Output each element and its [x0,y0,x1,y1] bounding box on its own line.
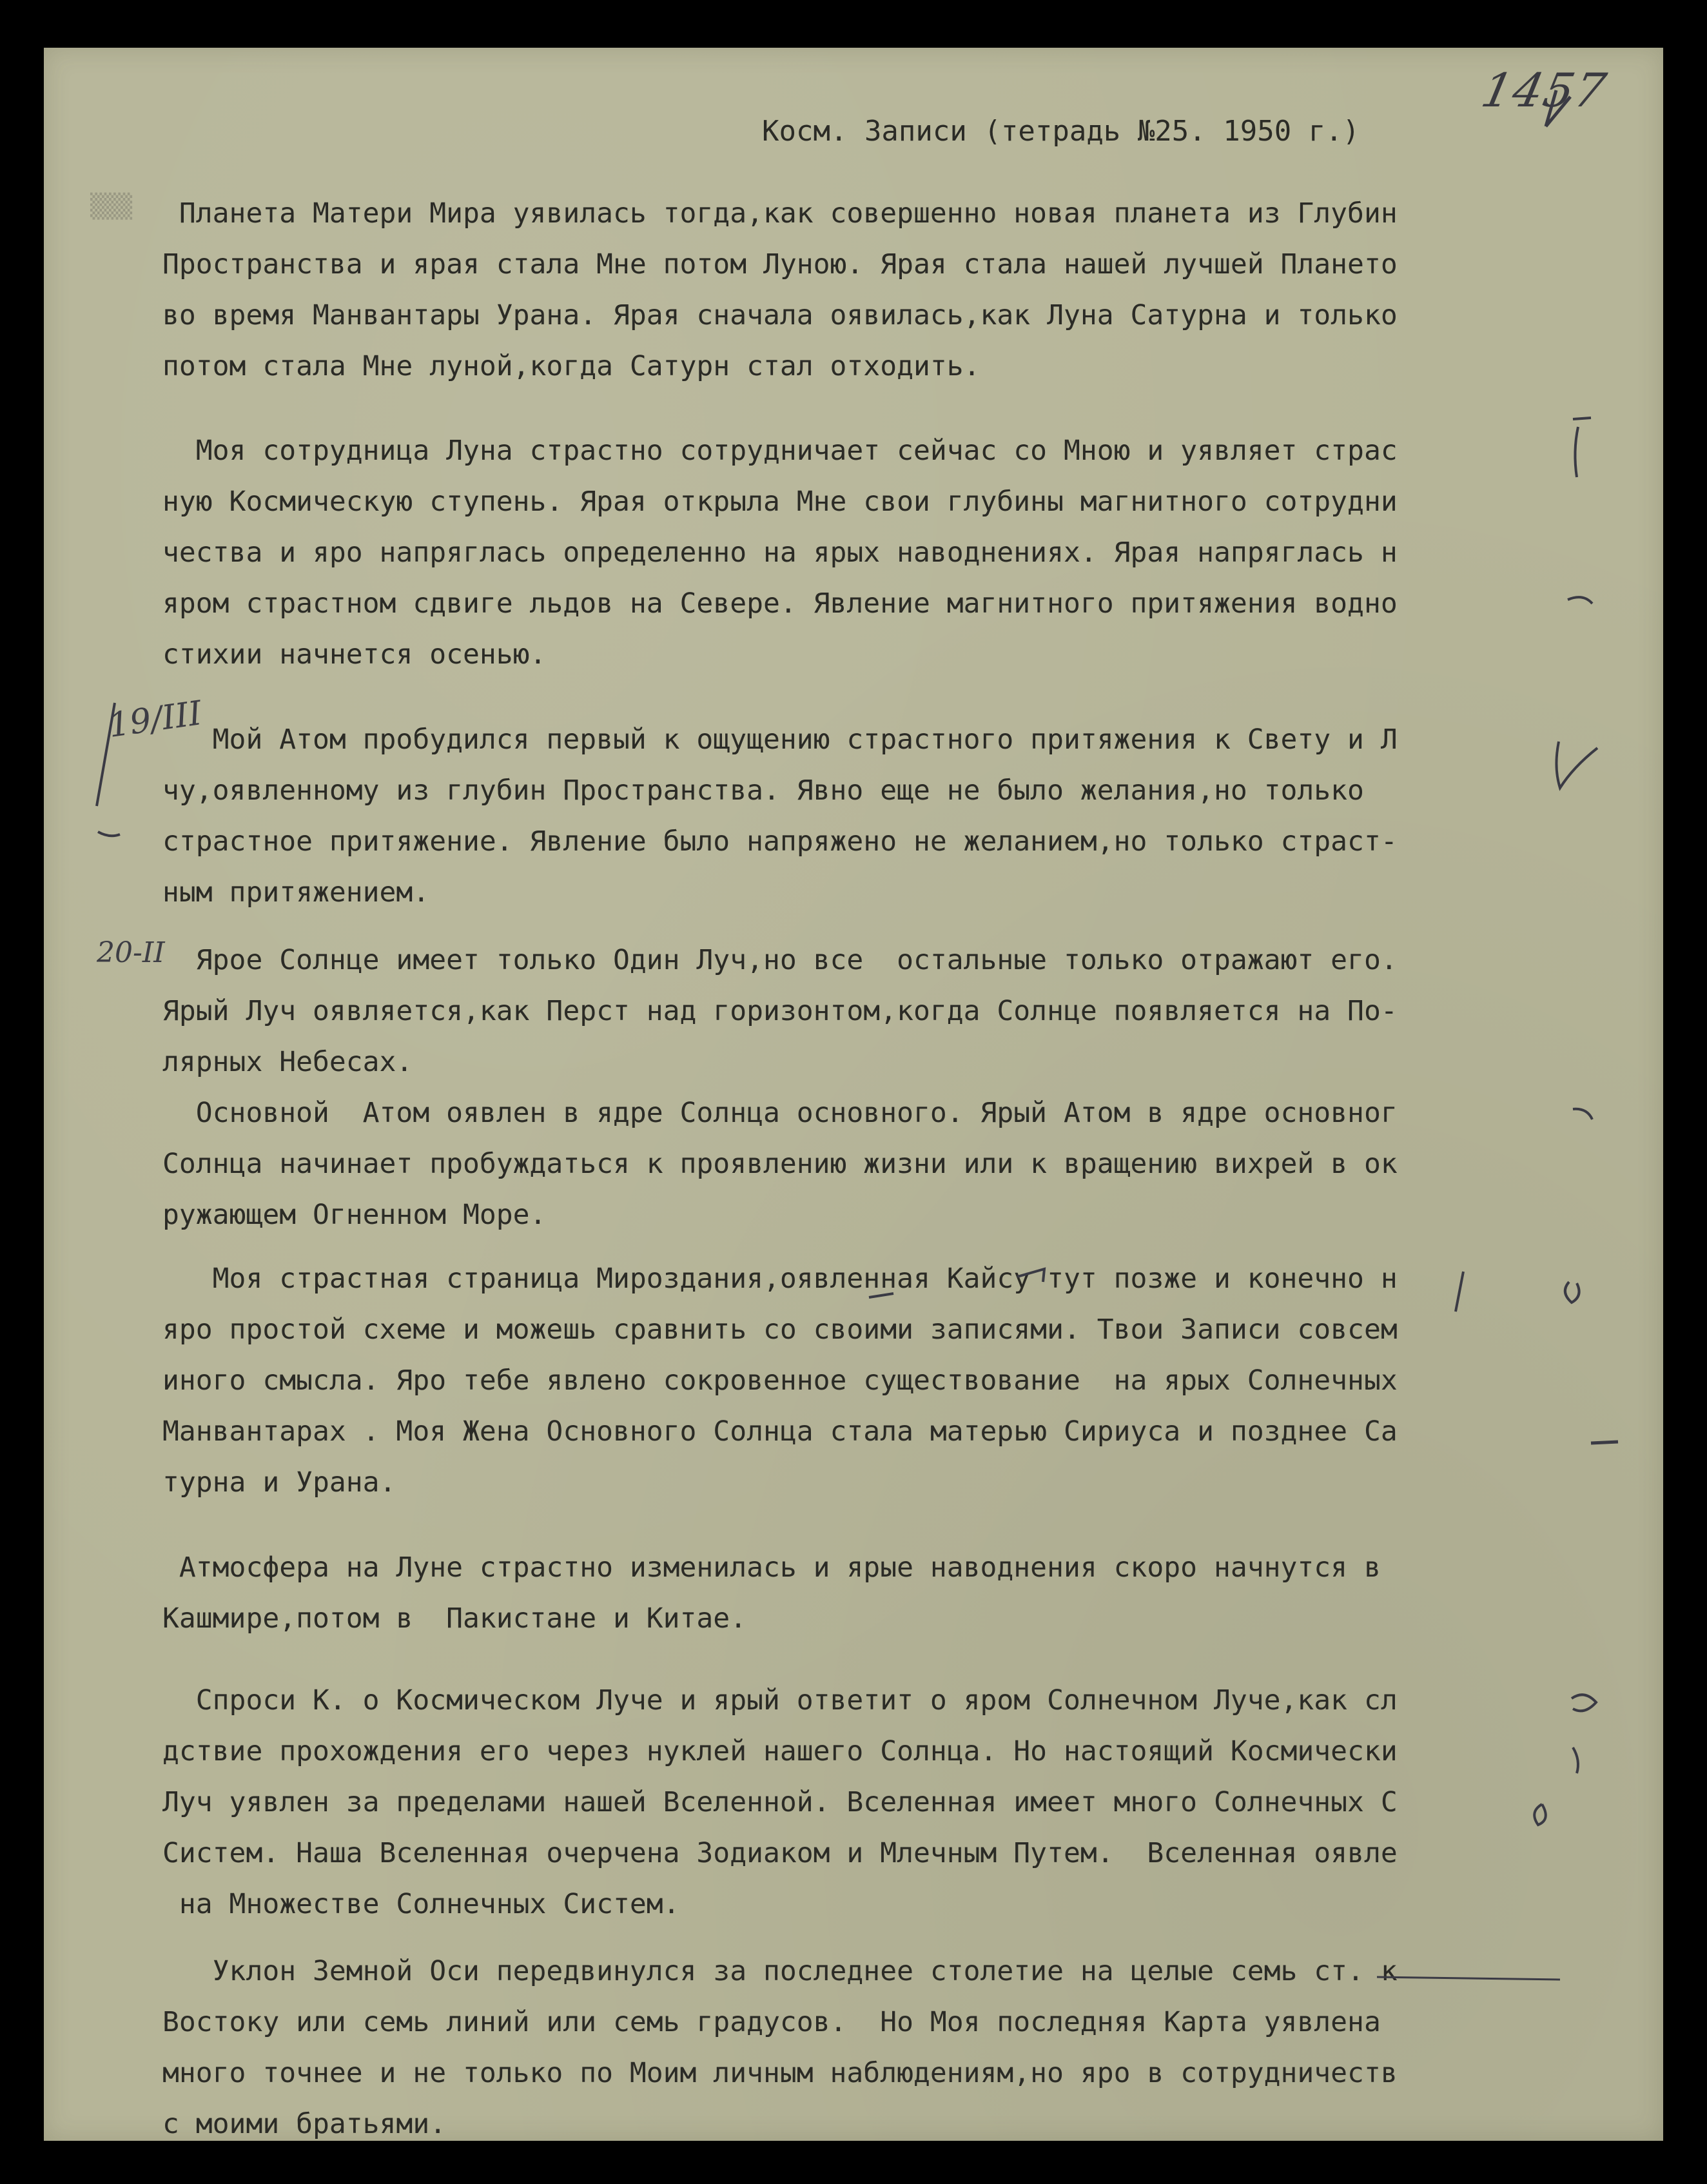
text-line: стихии начнется осенью. [162,638,547,671]
text-line: Моя сотрудница Луна страстно сотрудничает сейчас со Мною и уявляет страс [162,435,1398,467]
paragraph-7 [162,1675,1581,1930]
text-line: страстное притяжение. Явление было напряжено не желанием,но только страст- [162,825,1398,858]
margin-note-date: 20-II [97,936,165,969]
text-line: Ярый Луч оявляется,как Перст над горизонтом,когда Солнце появляется на По- [162,995,1398,1027]
text-line: Спроси К. о Космическом Луче и ярый ответит о яром Солнечном Луче,как сл [162,1684,1398,1717]
text-line: яро простой схеме и можешь сравнить со своими записями. Твои Записи совсем [162,1313,1398,1346]
text-line: лярных Небесах. [162,1046,413,1078]
paragraph-3 [162,714,1581,918]
text-line: Манвантарах . Моя Жена Основного Солнца стала матерью Сириуса и позднее Са [162,1415,1398,1448]
text-line: Луч уявлен за пределами нашей Вселенной. Вселенная имеет много Солнечных С [162,1786,1398,1818]
text-line: Систем. Наша Вселенная очерчена Зодиаком и Млечным Путем. Вселенная оявле [162,1837,1398,1869]
text-line: ную Космическую ступень. Ярая открыла Мне свои глубины магнитного сотрудни [162,486,1398,518]
text-line: ружающем Огненном Море. [162,1199,547,1231]
text-line: Уклон Земной Оси передвинулся за последнее столетие на целые семь ст. к [162,1955,1398,1987]
text-line: чу,оявленному из глубин Пространства. Явно еще не было желания,но только [162,774,1364,807]
faint-stamp: ▒▒▒ [90,193,133,220]
text-line: дствие прохождения его через нуклей нашего Солнца. Но настоящий Космически [162,1735,1398,1767]
text-line: Пространства и ярая стала Мне потом Луною. Ярая стала нашей лучшей Плането [162,248,1398,280]
document-title: Косм. Записи (тетрадь №25. 1950 г.) [762,115,1360,148]
paragraph-4 [162,935,1581,1241]
text-line: чества и яро напряглась определенно на ярых наводнениях. Ярая напряглась н [162,536,1398,569]
text-line: во время Манвантары Урана. Ярая сначала оявилась,как Луна Сатурна и только [162,299,1398,331]
page-number: 1457 [1477,63,1612,117]
paragraph-8 [162,1946,1581,2150]
text-line: Атмосфера на Луне страстно изменилась и ярые наводнения скоро начнутся в [162,1551,1381,1584]
text-line: турна и Урана. [162,1466,396,1499]
text-line: Ярое Солнце имеет только Один Луч,но все остальные только отражают его. [162,944,1398,976]
text-line: яром страстном сдвиге льдов на Севере. Явление магнитного притяжения водно [162,587,1398,620]
paragraph-5 [162,1254,1581,1508]
text-line: Востоку или семь линий или семь градусов. Но Моя последняя Карта уявлена [162,2006,1381,2038]
margin-note-date: 19/III [106,694,204,745]
text-line: Солнца начинает пробуждаться к проявлению жизни или к вращению вихрей в ок [162,1148,1398,1180]
text-line: Планета Матери Мира уявилась тогда,как совершенно новая планета из Глубин [162,197,1398,230]
text-line: много точнее и не только по Моим личным наблюдениям,но яро в сотрудничеств [162,2057,1398,2089]
text-line: на Множестве Солнечных Систем. [162,1888,680,1920]
text-line: иного смысла. Яро тебе явлено сокровенное существование на ярых Солнечных [162,1364,1398,1397]
text-line: Основной Атом оявлен в ядре Солнца основного. Ярый Атом в ядре основног [162,1097,1398,1129]
text-line: Кашмире,потом в Пакистане и Китае. [162,1602,747,1635]
paragraph-6 [162,1542,1581,1644]
text-line: ным притяжением. [162,876,430,909]
paragraph-1 [162,188,1581,392]
text-line: Моя страстная страница Мироздания,оявленная Кайсу тут позже и конечно н [162,1263,1398,1295]
text-line: потом стала Мне луной,когда Сатурн стал отходить. [162,350,980,382]
text-line: с моими братьями. [162,2108,447,2140]
text-line: Мой Атом пробудился первый к ощущению страстного притяжения к Свету и Л [162,723,1398,756]
paragraph-2 [162,426,1581,680]
